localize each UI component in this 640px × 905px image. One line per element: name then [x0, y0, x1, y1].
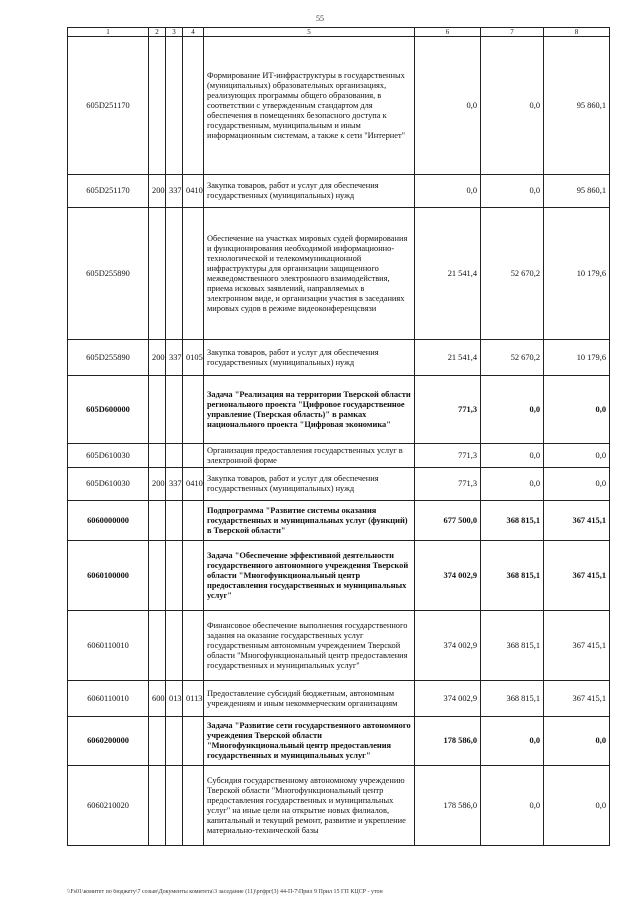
- amount-year2-cell: 368 815,1: [481, 501, 544, 541]
- kcsr-code-cell: 6060210020: [68, 766, 149, 846]
- kcsr-code-cell: 605D600000: [68, 376, 149, 444]
- description-cell: Предоставление субсидий бюджетным, автономным учреждениям и иным некоммерческим организациям: [204, 681, 415, 717]
- section-code-cell: [183, 376, 204, 444]
- kcsr-code-cell: 605D251170: [68, 37, 149, 175]
- amount-year1-cell: 374 002,9: [415, 611, 481, 681]
- section-code-cell: [183, 208, 204, 340]
- amount-year3-cell: 0,0: [544, 444, 610, 468]
- budget-table: [67, 27, 610, 846]
- department-code-cell: [166, 766, 183, 846]
- department-code-cell: [166, 208, 183, 340]
- table-row: [68, 468, 610, 501]
- amount-year2-cell: 0,0: [481, 717, 544, 766]
- amount-year3-cell: 367 415,1: [544, 501, 610, 541]
- amount-year3-cell: 0,0: [544, 468, 610, 501]
- kcsr-code-cell: 6060110010: [68, 611, 149, 681]
- amount-year1-cell: 21 541,4: [415, 340, 481, 376]
- department-code-cell: 337: [166, 468, 183, 501]
- section-code-cell: [183, 501, 204, 541]
- expense-type-cell: 200: [149, 340, 166, 376]
- table-row: [68, 340, 610, 376]
- kcsr-code-cell: 605D255890: [68, 208, 149, 340]
- kcsr-code-cell: 605D251170: [68, 175, 149, 208]
- amount-year3-cell: 10 179,6: [544, 340, 610, 376]
- column-header: 6: [415, 28, 481, 37]
- column-header: 7: [481, 28, 544, 37]
- amount-year3-cell: 0,0: [544, 376, 610, 444]
- column-header: 8: [544, 28, 610, 37]
- table-row: [68, 681, 610, 717]
- description-cell: Формирование ИТ-инфраструктуры в государственных (муниципальных) образовательных организациях, реализующих программы общего образования, в соответствии с утвержденным стандартом для обеспечения в помещениях безопасного доступа к государственным, муниципальным и иным информационным системам, а также к сети "Интернет": [204, 37, 415, 175]
- department-code-cell: [166, 501, 183, 541]
- description-cell: Закупка товаров, работ и услуг для обеспечения государственных (муниципальных) нужд: [204, 468, 415, 501]
- amount-year1-cell: 0,0: [415, 37, 481, 175]
- amount-year1-cell: 677 500,0: [415, 501, 481, 541]
- amount-year2-cell: 0,0: [481, 175, 544, 208]
- amount-year3-cell: 95 860,1: [544, 175, 610, 208]
- section-code-cell: [183, 611, 204, 681]
- table-row: [68, 37, 610, 175]
- amount-year1-cell: 771,3: [415, 376, 481, 444]
- amount-year2-cell: 52 670,2: [481, 208, 544, 340]
- department-code-cell: [166, 541, 183, 611]
- amount-year1-cell: 21 541,4: [415, 208, 481, 340]
- description-cell: Задача "Реализация на территории Тверской области регионального проекта "Цифровое государственное управление (Тверская область)" в рамках национального проекта "Цифровая экономика": [204, 376, 415, 444]
- section-code-cell: [183, 541, 204, 611]
- amount-year3-cell: 0,0: [544, 717, 610, 766]
- expense-type-cell: [149, 208, 166, 340]
- table-row: [68, 175, 610, 208]
- section-code-cell: [183, 717, 204, 766]
- amount-year3-cell: 0,0: [544, 766, 610, 846]
- table-row: [68, 766, 610, 846]
- kcsr-code-cell: 605D610030: [68, 444, 149, 468]
- amount-year1-cell: 374 002,9: [415, 541, 481, 611]
- amount-year1-cell: 374 002,9: [415, 681, 481, 717]
- kcsr-code-cell: 6060100000: [68, 541, 149, 611]
- amount-year3-cell: 95 860,1: [544, 37, 610, 175]
- section-code-cell: 0113: [183, 681, 204, 717]
- amount-year1-cell: 771,3: [415, 444, 481, 468]
- description-cell: Задача "Обеспечение эффективной деятельности государственного автономного учреждения Тверской области "Многофункциональный центр предоставления государственных и муниципальных услуг": [204, 541, 415, 611]
- amount-year2-cell: 368 815,1: [481, 611, 544, 681]
- description-cell: Субсидия государственному автономному учреждению Тверской области "Многофункциональный центр предоставления государственных и муниципальных услуг" на иные цели на открытие новых филиалов, капитальный и текущий ремонт, развитие и укрепление материально-технической базы: [204, 766, 415, 846]
- expense-type-cell: 200: [149, 468, 166, 501]
- description-cell: Задача "Развитие сети государственного автономного учреждения Тверской области "Многофункциональный центр предоставления государственных и муниципальных услуг": [204, 717, 415, 766]
- kcsr-code-cell: 605D255890: [68, 340, 149, 376]
- amount-year1-cell: 178 586,0: [415, 717, 481, 766]
- column-header: 5: [204, 28, 415, 37]
- amount-year2-cell: 368 815,1: [481, 681, 544, 717]
- section-code-cell: [183, 37, 204, 175]
- table-row: [68, 501, 610, 541]
- section-code-cell: 0410: [183, 175, 204, 208]
- amount-year2-cell: 0,0: [481, 468, 544, 501]
- column-header: 1: [68, 28, 149, 37]
- department-code-cell: [166, 611, 183, 681]
- expense-type-cell: [149, 541, 166, 611]
- section-code-cell: [183, 444, 204, 468]
- amount-year3-cell: 367 415,1: [544, 681, 610, 717]
- expense-type-cell: 600: [149, 681, 166, 717]
- table-row: [68, 444, 610, 468]
- section-code-cell: [183, 766, 204, 846]
- description-cell: Финансовое обеспечение выполнения государственного задания на оказание государственных услуг государственным автономным учреждением Тверской области "Многофункциональный центр предоставления государственных и муниципальных услуг": [204, 611, 415, 681]
- kcsr-code-cell: 605D610030: [68, 468, 149, 501]
- description-cell: Обеспечение на участках мировых судей формирования и функционирования необходимой информационно-технологической и телекоммуникационной инфраструктуры для организации защищенного межведомственного электронного взаимодействия, приема исковых заявлений, направляемых в электронном виде, и организации участия в заседаниях мировых судов в режиме видеоконференцсвязи: [204, 208, 415, 340]
- expense-type-cell: [149, 37, 166, 175]
- expense-type-cell: [149, 376, 166, 444]
- amount-year2-cell: 0,0: [481, 376, 544, 444]
- amount-year2-cell: 0,0: [481, 37, 544, 175]
- kcsr-code-cell: 6060110010: [68, 681, 149, 717]
- expense-type-cell: 200: [149, 175, 166, 208]
- page-number: 55: [316, 14, 324, 23]
- table-row: [68, 611, 610, 681]
- amount-year1-cell: 771,3: [415, 468, 481, 501]
- department-code-cell: 337: [166, 340, 183, 376]
- department-code-cell: [166, 444, 183, 468]
- expense-type-cell: [149, 611, 166, 681]
- column-header: 4: [183, 28, 204, 37]
- kcsr-code-cell: 6060000000: [68, 501, 149, 541]
- expense-type-cell: [149, 717, 166, 766]
- amount-year3-cell: 367 415,1: [544, 541, 610, 611]
- table-row: [68, 208, 610, 340]
- column-header: 2: [149, 28, 166, 37]
- department-code-cell: [166, 717, 183, 766]
- section-code-cell: 0410: [183, 468, 204, 501]
- expense-type-cell: [149, 444, 166, 468]
- description-cell: Подпрограмма "Развитие системы оказания государственных и муниципальных услуг (функций) в Тверской области": [204, 501, 415, 541]
- description-cell: Организация предоставления государственных услуг в электронной форме: [204, 444, 415, 468]
- department-code-cell: [166, 37, 183, 175]
- column-header: 3: [166, 28, 183, 37]
- amount-year1-cell: 0,0: [415, 175, 481, 208]
- amount-year3-cell: 10 179,6: [544, 208, 610, 340]
- amount-year2-cell: 0,0: [481, 444, 544, 468]
- table-row: [68, 376, 610, 444]
- section-code-cell: 0105: [183, 340, 204, 376]
- department-code-cell: [166, 376, 183, 444]
- table-row: [68, 717, 610, 766]
- amount-year3-cell: 367 415,1: [544, 611, 610, 681]
- description-cell: Закупка товаров, работ и услуг для обеспечения государственных (муниципальных) нужд: [204, 340, 415, 376]
- amount-year2-cell: 368 815,1: [481, 541, 544, 611]
- kcsr-code-cell: 6060200000: [68, 717, 149, 766]
- description-cell: Закупка товаров, работ и услуг для обеспечения государственных (муниципальных) нужд: [204, 175, 415, 208]
- file-path-footer: \\Fs01\комитет по бюджету\7 созыв\Документы комитета\3 заседание (11)\ргфрг(3) 44-П-7\Прил 9 Прил 15 ГП КЦСР - утон: [67, 889, 383, 895]
- department-code-cell: 337: [166, 175, 183, 208]
- amount-year2-cell: 52 670,2: [481, 340, 544, 376]
- header-row: [68, 28, 610, 37]
- department-code-cell: 013: [166, 681, 183, 717]
- expense-type-cell: [149, 501, 166, 541]
- expense-type-cell: [149, 766, 166, 846]
- amount-year2-cell: 0,0: [481, 766, 544, 846]
- amount-year1-cell: 178 586,0: [415, 766, 481, 846]
- table-row: [68, 541, 610, 611]
